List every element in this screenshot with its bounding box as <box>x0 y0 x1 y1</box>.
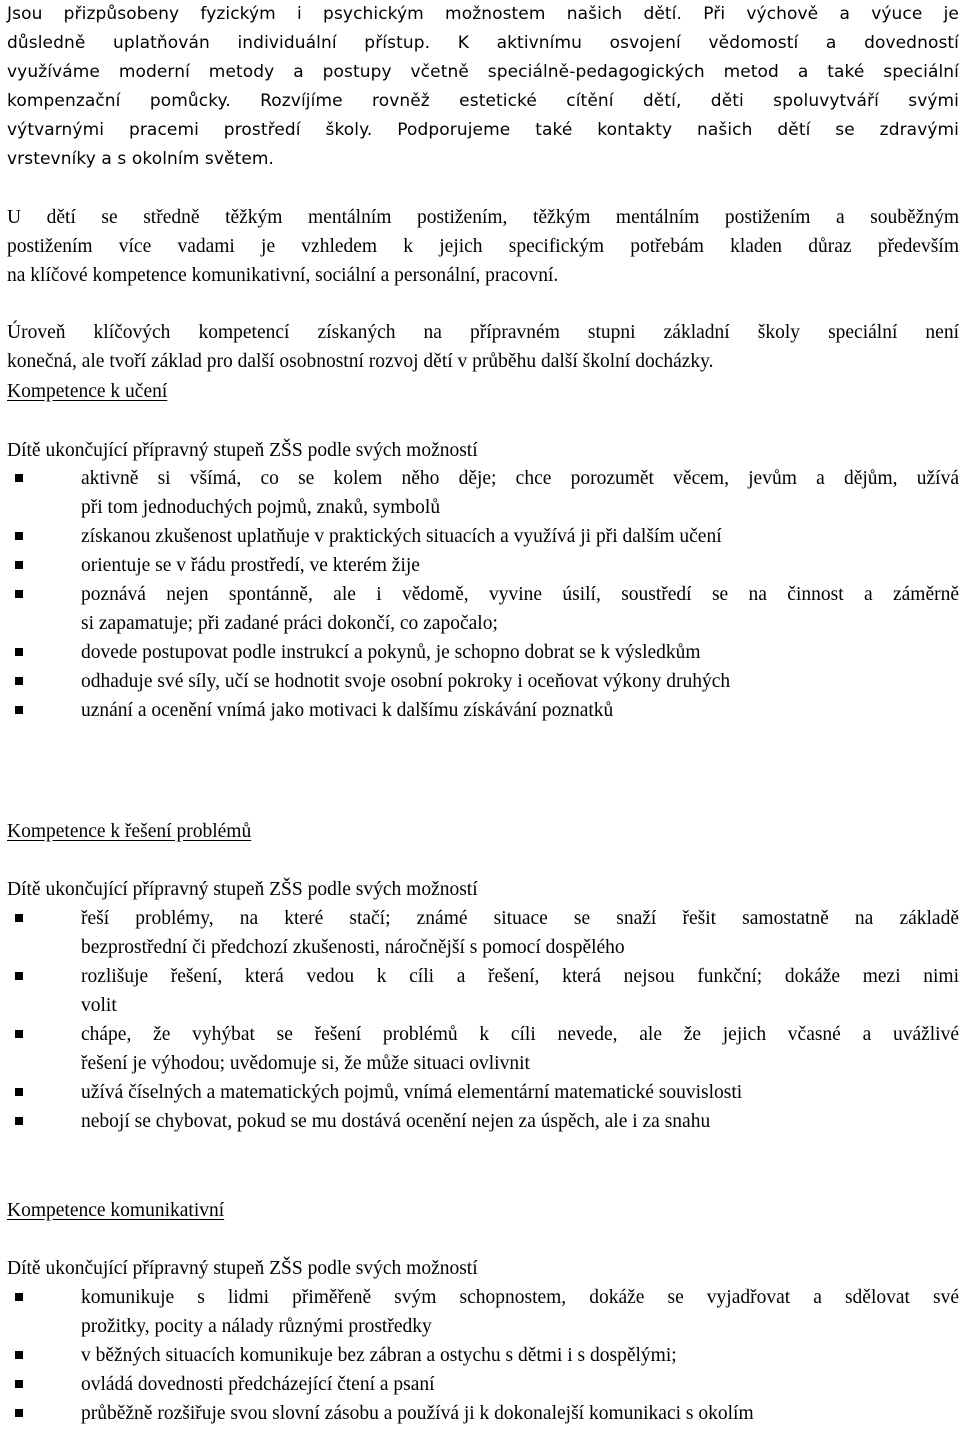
list-item <box>7 580 959 638</box>
section-subheading: Dítě ukončující přípravný stupeň ZŠS podle svých možností <box>7 879 478 900</box>
list-item-line: získanou zkušenost uplatňuje v praktických situacích a využívá ji při dalším učení <box>81 526 722 547</box>
list-item <box>7 1399 959 1428</box>
list-item-line: řeší problémy, na které stačí; známé situace se snaží řešit samostatně na základě <box>81 908 959 929</box>
section-subheading: Dítě ukončující přípravný stupeň ZŠS podle svých možností <box>7 1258 478 1279</box>
square-bullet-icon <box>15 590 23 598</box>
list-item <box>7 464 959 522</box>
square-bullet-icon <box>15 914 23 922</box>
list-item-line: si zapamatuje; při zadané práci dokončí, co započalo; <box>81 613 498 634</box>
intro-line: využíváme moderní metody a postupy včetně speciálně-pedagogických metod a také speciální <box>7 62 959 82</box>
competence-list <box>7 464 959 725</box>
list-item-line: ovládá dovednosti předcházející čtení a psaní <box>81 1374 435 1395</box>
section-subheading: Dítě ukončující přípravný stupeň ZŠS podle svých možností <box>7 440 478 461</box>
competence-list <box>7 1283 959 1428</box>
square-bullet-icon <box>15 972 23 980</box>
list-item <box>7 904 959 962</box>
square-bullet-icon <box>15 1293 23 1301</box>
list-item-line: při tom jednoduchých pojmů, znaků, symbolů <box>81 497 441 518</box>
list-item <box>7 1341 959 1370</box>
list-item <box>7 1078 959 1107</box>
list-item <box>7 1020 959 1078</box>
square-bullet-icon <box>15 561 23 569</box>
intro-line: vrstevníky a s okolním světem. <box>7 149 275 169</box>
square-bullet-icon <box>15 1117 23 1125</box>
list-item-line: uznání a ocenění vnímá jako motivaci k dalšímu získávání poznatků <box>81 700 614 721</box>
list-item-line: rozlišuje řešení, která vedou k cíli a řešení, která nejsou funkční; dokáže mezi nimi <box>81 966 959 987</box>
list-item-line: chápe, že vyhýbat se řešení problémů k cíli nevede, ale že jejich včasné a uvážlivé <box>81 1024 959 1045</box>
paragraph-line: postižením více vadami je vzhledem k jejich specifickým potřebám kladen důraz především <box>7 236 959 257</box>
square-bullet-icon <box>15 532 23 540</box>
list-item-line: volit <box>81 995 117 1016</box>
list-item <box>7 667 959 696</box>
list-item-line: dovede postupovat podle instrukcí a pokynů, je schopno dobrat se k výsledkům <box>81 642 701 663</box>
section-heading: Kompetence komunikativní <box>7 1200 225 1221</box>
list-item <box>7 962 959 1020</box>
intro-paragraph <box>7 0 959 174</box>
square-bullet-icon <box>15 648 23 656</box>
list-item-line: nebojí se chybovat, pokud se mu dostává ocenění nejen za úspěch, ale i za snahu <box>81 1111 711 1132</box>
list-item-line: řešení je výhodou; uvědomuje si, že může situaci ovlivnit <box>81 1053 530 1074</box>
section-heading: Kompetence k učení <box>7 381 168 402</box>
list-item <box>7 696 959 725</box>
list-item-line: bezprostřední či předchozí zkušenosti, náročnější s pomocí dospělého <box>81 937 625 958</box>
list-item <box>7 551 959 580</box>
section-heading: Kompetence k řešení problémů <box>7 821 252 842</box>
square-bullet-icon <box>15 1351 23 1359</box>
paragraph-line: U dětí se středně těžkým mentálním postižením, těžkým mentálním postižením a souběžným <box>7 207 959 228</box>
list-item-line: orientuje se v řádu prostředí, ve kterém žije <box>81 555 420 576</box>
intro-line: výtvarnými pracemi prostředí školy. Podporujeme také kontakty našich dětí se zdravými <box>7 120 959 140</box>
special-needs-paragraph <box>7 203 959 290</box>
list-item-line: průběžně rozšiřuje svou slovní zásobu a používá ji k dokonalejší komunikaci s okolím <box>81 1403 754 1424</box>
list-item-line: prožitky, pocity a nálady různými prostředky <box>81 1316 432 1337</box>
competence-level-paragraph <box>7 318 959 376</box>
paragraph-line: Úroveň klíčových kompetencí získaných na přípravném stupni základní školy speciální není <box>7 322 959 343</box>
intro-line: důsledně uplatňován individuální přístup. K aktivnímu osvojení vědomostí a dovedností <box>7 33 959 53</box>
paragraph-line: na klíčové kompetence komunikativní, sociální a personální, pracovní. <box>7 265 559 286</box>
square-bullet-icon <box>15 1380 23 1388</box>
paragraph-line: konečná, ale tvoří základ pro další osobnostní rozvoj dětí v průběhu další školní docházky. <box>7 351 714 372</box>
list-item <box>7 1283 959 1341</box>
list-item <box>7 522 959 551</box>
list-item <box>7 1107 959 1136</box>
list-item-line: aktivně si všímá, co se kolem něho děje; chce porozumět věcem, jevům a dějům, užívá <box>81 468 959 489</box>
square-bullet-icon <box>15 1030 23 1038</box>
list-item-line: poznává nejen spontánně, ale i vědomě, vyvine úsilí, soustředí se na činnost a záměrně <box>81 584 959 605</box>
competence-list <box>7 904 959 1136</box>
intro-line: Jsou přizpůsobeny fyzickým i psychickým možnostem našich dětí. Při výchově a výuce je <box>7 4 959 24</box>
list-item-line: v běžných situacích komunikuje bez zábran a ostychu s dětmi i s dospělými; <box>81 1345 677 1366</box>
square-bullet-icon <box>15 677 23 685</box>
list-item-line: komunikuje s lidmi přiměřeně svým schopnostem, dokáže se vyjadřovat a sdělovat své <box>81 1287 959 1308</box>
list-item-line: užívá číselných a matematických pojmů, vnímá elementární matematické souvislosti <box>81 1082 743 1103</box>
list-item <box>7 1370 959 1399</box>
list-item <box>7 638 959 667</box>
square-bullet-icon <box>15 1409 23 1417</box>
square-bullet-icon <box>15 706 23 714</box>
list-item-line: odhaduje své síly, učí se hodnotit svoje osobní pokroky i oceňovat výkony druhých <box>81 671 731 692</box>
square-bullet-icon <box>15 1088 23 1096</box>
intro-line: kompenzační pomůcky. Rozvíjíme rovněž estetické cítění dětí, děti spoluvytváří svými <box>7 91 959 111</box>
square-bullet-icon <box>15 474 23 482</box>
